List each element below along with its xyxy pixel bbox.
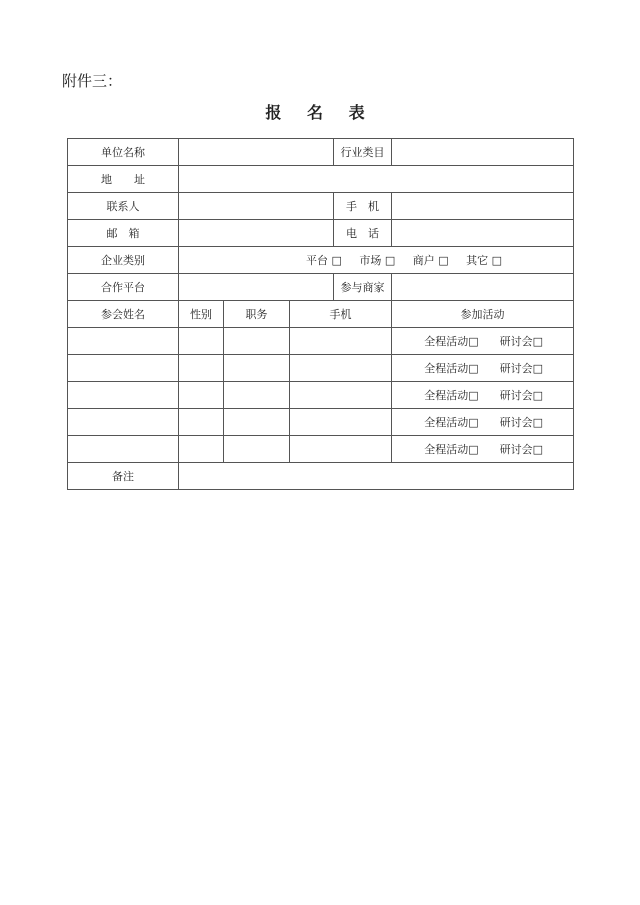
position-header: 职务 (224, 301, 290, 328)
seminar-checkbox[interactable]: 研讨会□ (499, 335, 543, 348)
attendee-name-field[interactable] (68, 382, 179, 409)
attendee-activities-cell (392, 409, 574, 436)
remarks-field[interactable] (179, 463, 574, 490)
attendee-row (68, 409, 574, 436)
phone-label: 电 话 (334, 220, 392, 247)
attendee-mobile-field[interactable] (290, 382, 392, 409)
gender-header: 性别 (179, 301, 224, 328)
category-option-platform-checkbox[interactable]: 平台 □ (305, 254, 342, 267)
attendee-activities-cell (392, 382, 574, 409)
address-field[interactable] (179, 166, 574, 193)
form-row-address (68, 166, 574, 193)
seminar-checkbox[interactable]: 研讨会□ (499, 443, 543, 456)
unit-name-field[interactable] (179, 139, 334, 166)
attendee-name-header: 参会姓名 (68, 301, 179, 328)
category-label: 企业类别 (68, 247, 179, 274)
seminar-checkbox[interactable]: 研讨会□ (499, 416, 543, 429)
attendee-row (68, 328, 574, 355)
address-label: 地 址 (68, 166, 179, 193)
attendee-name-field[interactable] (68, 328, 179, 355)
attendee-position-field[interactable] (224, 382, 290, 409)
attendee-gender-field[interactable] (179, 355, 224, 382)
partner-platform-field[interactable] (179, 274, 334, 301)
attendee-position-field[interactable] (224, 355, 290, 382)
email-field[interactable] (179, 220, 334, 247)
seminar-checkbox[interactable]: 研讨会□ (499, 362, 543, 375)
annex-label: 附件三： (62, 72, 123, 90)
attendee-mobile-field[interactable] (290, 328, 392, 355)
industry-field[interactable] (392, 139, 574, 166)
attendee-gender-field[interactable] (179, 436, 224, 463)
unit-name-label: 单位名称 (68, 139, 179, 166)
full-activity-checkbox[interactable]: 全程活动□ (424, 443, 479, 456)
activities-header: 参加活动 (392, 301, 574, 328)
email-label: 邮 箱 (68, 220, 179, 247)
attendee-name-field[interactable] (68, 436, 179, 463)
form-row-category (68, 247, 574, 274)
category-options (179, 247, 574, 274)
full-activity-checkbox[interactable]: 全程活动□ (424, 389, 479, 402)
industry-label: 行业类目 (334, 139, 392, 166)
attendee-mobile-field[interactable] (290, 355, 392, 382)
attendee-activities-cell (392, 436, 574, 463)
category-option-market-checkbox[interactable]: 市场 □ (359, 254, 396, 267)
attendee-header-row (68, 301, 574, 328)
contact-label: 联系人 (68, 193, 179, 220)
full-activity-checkbox[interactable]: 全程活动□ (424, 335, 479, 348)
form-row-contact (68, 193, 574, 220)
registration-form-table (67, 138, 574, 490)
attendee-name-field[interactable] (68, 409, 179, 436)
remarks-label: 备注 (68, 463, 179, 490)
category-option-merchant-checkbox[interactable]: 商户 □ (412, 254, 449, 267)
attendee-row (68, 382, 574, 409)
contact-field[interactable] (179, 193, 334, 220)
form-row-email (68, 220, 574, 247)
attendee-activities-cell (392, 328, 574, 355)
partner-platform-label: 合作平台 (68, 274, 179, 301)
attendee-activities-cell (392, 355, 574, 382)
category-option-other-checkbox[interactable]: 其它 □ (466, 254, 503, 267)
seminar-checkbox[interactable]: 研讨会□ (499, 389, 543, 402)
attendee-row (68, 436, 574, 463)
attendee-mobile-field[interactable] (290, 409, 392, 436)
attendee-mobile-field[interactable] (290, 436, 392, 463)
full-activity-checkbox[interactable]: 全程活动□ (424, 362, 479, 375)
form-row-partner (68, 274, 574, 301)
participating-merchant-label: 参与商家 (334, 274, 392, 301)
attendee-row (68, 355, 574, 382)
attendee-position-field[interactable] (224, 409, 290, 436)
attendee-gender-field[interactable] (179, 382, 224, 409)
phone-field[interactable] (392, 220, 574, 247)
attendee-gender-field[interactable] (179, 328, 224, 355)
attendee-position-field[interactable] (224, 436, 290, 463)
form-row-unit (68, 139, 574, 166)
attendee-name-field[interactable] (68, 355, 179, 382)
full-activity-checkbox[interactable]: 全程活动□ (424, 416, 479, 429)
attendee-mobile-header: 手机 (290, 301, 392, 328)
form-title: 报 名 表 (265, 103, 375, 122)
attendee-position-field[interactable] (224, 328, 290, 355)
mobile-label: 手 机 (334, 193, 392, 220)
participating-merchant-field[interactable] (392, 274, 574, 301)
form-row-remarks (68, 463, 574, 490)
attendee-gender-field[interactable] (179, 409, 224, 436)
mobile-field[interactable] (392, 193, 574, 220)
